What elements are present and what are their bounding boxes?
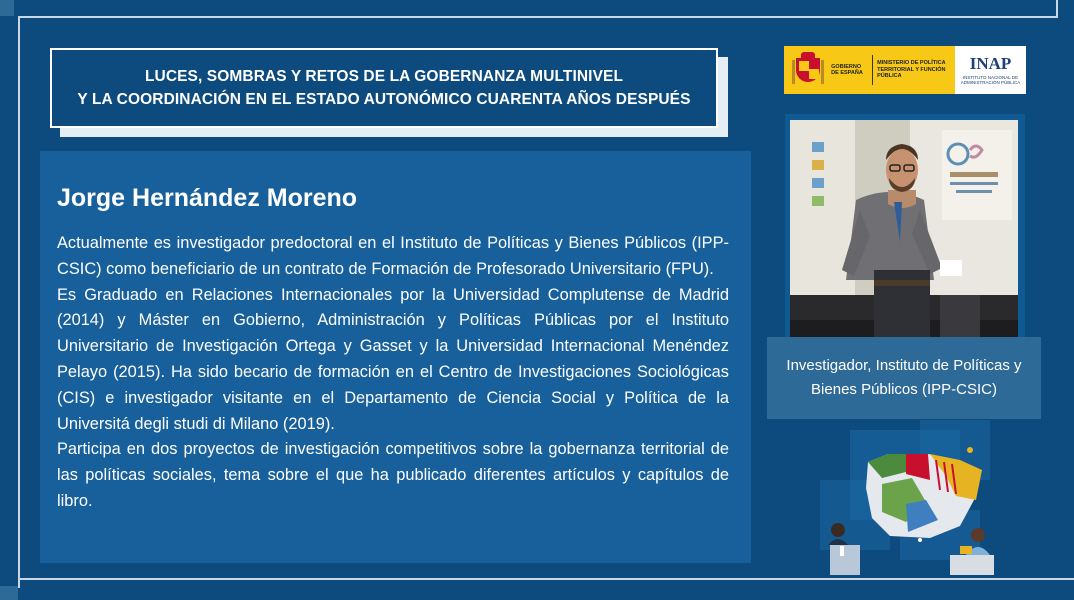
bio-paragraph-2: Es Graduado en Relaciones Internacionales por la Universidad Complutense de Madrid (2014) y Máster en Gobierno, Administración y Políticas Públicas por el Instituto Universitario de Investigación Ortega y Gasset y la Universidad Internacional Menéndez Pelayo (2015). Ha sido becario de formación en el Centro de Investigaciones Sociológicas (CIS) e investigador visitante en el Departamento de Ciencia Social y Política de la Universitá degli studi di Milano (2019). — [57, 285, 729, 433]
spain-map-illustration — [810, 420, 1010, 580]
government-logo — [784, 46, 1026, 94]
frame-left-dark — [0, 0, 14, 16]
coat-of-arms-icon — [792, 52, 823, 88]
inap-wordmark: INAP — [969, 53, 1012, 73]
inap-subtitle: INSTITUTO NACIONAL DE ADMINISTRACIÓN PÚBLICA — [960, 74, 1021, 85]
logo-separator — [872, 55, 873, 85]
speaker-name: Jorge Hernández Moreno — [57, 184, 358, 212]
title-line-1: LUCES, SOMBRAS Y RETOS DE LA GOBERNANZA MULTINIVEL — [144, 68, 624, 85]
title-banner — [50, 48, 718, 128]
inap-logo — [955, 46, 1026, 94]
frame-top-line — [18, 16, 1042, 18]
title-line-2: Y LA COORDINACIÓN EN EL ESTADO AUTONÓMICO CUARENTA AÑOS DESPUÉS — [77, 91, 691, 108]
gobierno-logo — [784, 46, 955, 94]
photo-caption — [767, 337, 1041, 419]
ministerio-text: MINISTERIO DE POLÍTICA TERRITORIAL Y FUNCIÓN PÚBLICA — [877, 60, 946, 80]
bio-panel — [40, 151, 751, 563]
caption-text: Investigador, Instituto de Políticas y Bienes Públicos (IPP-CSIC) — [786, 357, 1022, 398]
frame-right-line — [1056, 0, 1058, 18]
frame-left-line — [18, 16, 20, 588]
bio-paragraph-3: Participa en dos proyectos de investigación competitivos sobre la gobernanza territorial de las políticas sociales, tema sobre el que ha publicado diferentes artículos y capítulos de libro. — [57, 440, 729, 510]
frame-left-dark-bottom — [0, 586, 18, 600]
gobierno-text: GOBIERNO DE ESPAÑA — [831, 63, 863, 76]
frame-right-notch — [1042, 16, 1056, 18]
bio-paragraph-1: Actualmente es investigador predoctoral en el Instituto de Políticas y Bienes Públicos (IPP-CSIC) como beneficiario de un contrato de Formación de Profesorado Universitario (FPU). — [57, 234, 729, 278]
speaker-photo — [790, 120, 1018, 340]
